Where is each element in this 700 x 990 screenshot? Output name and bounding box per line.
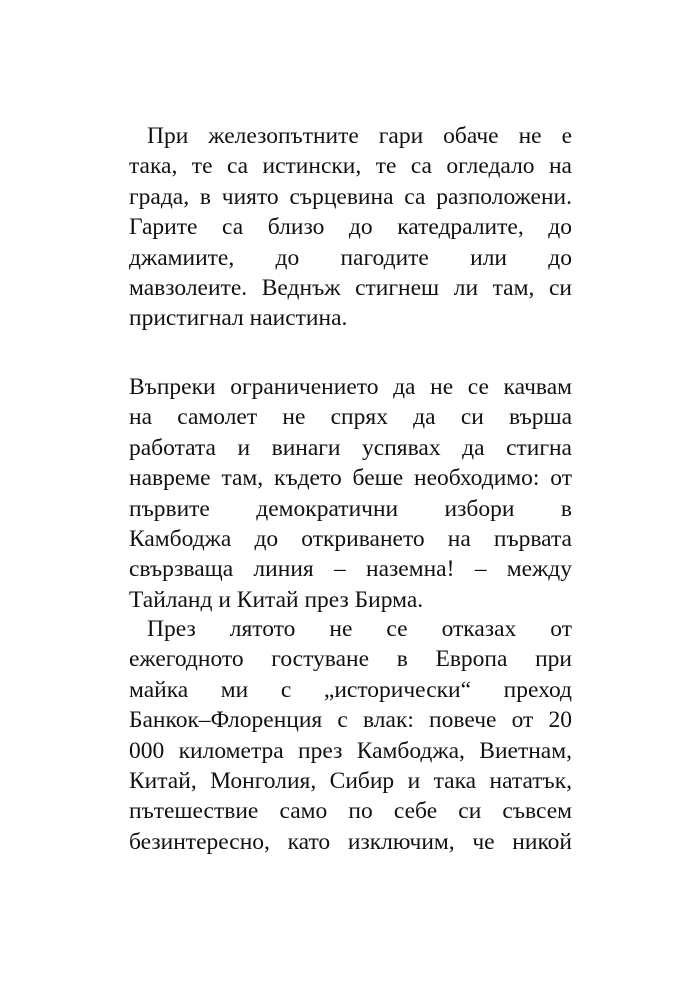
text-line: През лятото не се отказах от <box>147 616 572 642</box>
text-line: мавзолеите. Веднъж стигнеш ли там, си <box>129 274 572 301</box>
text-line: пристигнал наистина. <box>129 305 348 332</box>
text-line: града, в чиято сърцевина са разположени. <box>129 183 572 210</box>
text-line: При железопътните гари обаче не е <box>147 123 572 149</box>
text-line: безинтересно, като изключим, че никой <box>129 828 572 855</box>
text-line: работата и винаги успявах да стигна <box>129 434 572 461</box>
text-line: джамиите, до пагодите или до <box>129 244 572 271</box>
text-line: 000 километра през Камбоджа, Виетнам, <box>129 737 572 764</box>
text-line: Тайланд и Китай през Бирма. <box>129 586 424 613</box>
paragraph-summer-trip <box>129 614 572 857</box>
paragraph-no-plane <box>129 372 572 615</box>
text-line: навреме там, където беше необходимо: от <box>129 465 572 492</box>
text-line: майка ми с „исторически“ преход <box>129 676 572 703</box>
text-line: Камбоджа до откриването на първата <box>129 525 572 552</box>
text-line: Въпреки ограничението да не се качвам <box>129 374 572 400</box>
text-line: ежегодното гостуване в Европа при <box>129 646 572 673</box>
text-line: свързваща линия – наземна! – между <box>129 556 572 583</box>
text-line: така, те са истински, те са огледало на <box>129 153 572 180</box>
text-line: Банкок–Флоренция с влак: повече от 20 <box>129 707 572 734</box>
text-line: Китай, Монголия, Сибир и така нататък, <box>129 767 572 794</box>
text-line: Гарите са близо до катедралите, до <box>129 214 572 241</box>
text-line: на самолет не спрях да си върша <box>129 404 572 431</box>
text-line: пътешествие само по себе си съвсем <box>129 798 572 825</box>
paragraph-railway-stations <box>129 121 572 334</box>
text-line: първите демократични избори в <box>129 495 572 522</box>
